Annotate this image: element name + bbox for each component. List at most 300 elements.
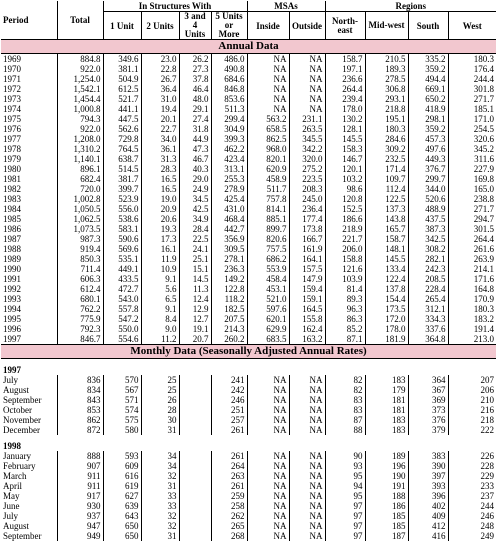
table-cell: 28.3 [141, 164, 179, 174]
table-cell: 27.4 [179, 114, 211, 124]
table-cell: 472.7 [103, 284, 141, 294]
table-cell: 627 [103, 491, 141, 501]
table-cell: 301.8 [448, 84, 496, 94]
table-cell: 12.4 [179, 294, 211, 304]
table-cell: 390 [408, 461, 448, 471]
table-cell: 792.3 [57, 324, 103, 334]
table-cell: 299.4 [211, 114, 247, 124]
table-cell: 161.9 [289, 244, 325, 254]
table-cell: 16.5 [141, 184, 179, 194]
table-cell: 538.6 [103, 214, 141, 224]
table-cell: 364 [408, 375, 448, 385]
table-cell: 449.3 [408, 154, 448, 164]
row-period: 1971 [1, 74, 57, 84]
table-cell: 251 [211, 405, 247, 415]
table-cell: 658.5 [247, 124, 289, 134]
table-cell: NA [289, 94, 325, 104]
table-row [1, 234, 496, 244]
table-cell: 14.5 [179, 274, 211, 284]
table-cell: 846.8 [211, 84, 247, 94]
table-cell: 96.3 [325, 304, 365, 314]
table-cell: NA [247, 461, 289, 471]
table-cell: 42.5 [179, 204, 211, 214]
table-cell: 574 [103, 405, 141, 415]
table-row [1, 461, 496, 471]
table-cell: NA [247, 395, 289, 405]
table-cell: 176.4 [448, 64, 496, 74]
table-cell: 356.9 [211, 234, 247, 244]
table-cell: 337.6 [408, 324, 448, 334]
table-cell: 794.3 [57, 114, 103, 124]
header-south: South [408, 12, 448, 40]
monthly-section [1, 345, 496, 541]
table-cell: 46.7 [179, 154, 211, 164]
table-cell: 1,000.8 [57, 104, 103, 114]
table-cell: 89.3 [325, 294, 365, 304]
table-cell: 638.7 [103, 154, 141, 164]
table-cell: 284.6 [365, 134, 408, 144]
table-cell: 26.2 [179, 54, 211, 65]
table-cell: 757.8 [247, 194, 289, 204]
table-cell: NA [289, 84, 325, 94]
table-cell: 20.7 [179, 334, 211, 345]
table-cell: 221.7 [325, 234, 365, 244]
table-cell: 29.0 [179, 174, 211, 184]
table-cell: 185.1 [448, 104, 496, 114]
table-cell: 109.7 [365, 174, 408, 184]
table-cell: 163.2 [289, 334, 325, 345]
header-msas: MSAs [247, 1, 325, 12]
table-cell: NA [289, 385, 325, 395]
table-cell: 312.1 [408, 304, 448, 314]
table-cell: 606.3 [57, 274, 103, 284]
table-cell: 264.4 [325, 84, 365, 94]
table-cell: 95 [325, 491, 365, 501]
table-cell: 1,310.2 [57, 144, 103, 154]
table-cell: NA [247, 425, 289, 435]
row-period: September [1, 395, 57, 405]
row-period: 1988 [1, 244, 57, 254]
row-period: 1985 [1, 214, 57, 224]
table-cell: NA [247, 481, 289, 491]
table-cell: NA [247, 471, 289, 481]
table-row [1, 425, 496, 435]
table-cell: 397 [408, 471, 448, 481]
table-cell: 299.7 [408, 174, 448, 184]
row-period: 1982 [1, 184, 57, 194]
table-cell: 535.1 [103, 254, 141, 264]
table-cell: 342.5 [408, 234, 448, 244]
table-cell: 488.9 [408, 204, 448, 214]
table-row [1, 451, 496, 461]
row-period: February [1, 461, 57, 471]
table-row [1, 375, 496, 385]
table-cell: NA [247, 511, 289, 521]
table-cell: 680.1 [57, 294, 103, 304]
row-period: March [1, 471, 57, 481]
table-cell: 409 [408, 511, 448, 521]
table-cell: 814.1 [247, 204, 289, 214]
table-cell: 261 [211, 425, 247, 435]
table-cell: NA [289, 521, 325, 531]
table-cell: 320.6 [448, 134, 496, 144]
table-row [1, 334, 496, 345]
table-cell: 236.3 [211, 264, 247, 274]
table-cell: 293.1 [365, 94, 408, 104]
table-cell: 616 [103, 471, 141, 481]
table-cell: 11.3 [179, 284, 211, 294]
table-cell: 32 [141, 471, 179, 481]
row-period: 1991 [1, 274, 57, 284]
table-cell: 425.4 [211, 194, 247, 204]
table-cell: 20.1 [141, 114, 179, 124]
table-cell: 130.2 [325, 114, 365, 124]
empty-cell [179, 451, 211, 461]
table-cell: 210.5 [365, 54, 408, 65]
row-period: 1972 [1, 84, 57, 94]
table-cell: 25.1 [179, 254, 211, 264]
table-cell: 34.0 [141, 134, 179, 144]
table-cell: 261 [211, 451, 247, 461]
table-cell: 236.6 [325, 74, 365, 84]
table-cell: 8.4 [141, 314, 179, 324]
table-cell: 580 [103, 425, 141, 435]
row-period: 1989 [1, 254, 57, 264]
table-cell: 764.5 [103, 144, 141, 154]
table-cell: 271.7 [448, 204, 496, 214]
table-cell: 553.9 [247, 264, 289, 274]
table-cell: 171.0 [448, 114, 496, 124]
table-cell: 16.5 [141, 174, 179, 184]
table-cell: 447.5 [103, 114, 141, 124]
table-cell: 222 [448, 425, 496, 435]
header-period: Period [1, 1, 57, 40]
table-cell: 12.7 [179, 314, 211, 324]
table-cell: 208.3 [289, 184, 325, 194]
table-cell: 164.1 [289, 254, 325, 264]
table-cell: 650 [103, 521, 141, 531]
table-cell: 31.8 [179, 124, 211, 134]
table-cell: 282.1 [408, 254, 448, 264]
row-period: July [1, 375, 57, 385]
table-cell: 342.2 [289, 144, 325, 154]
table-cell: 179 [365, 385, 408, 395]
table-cell: 208.5 [408, 274, 448, 284]
table-cell: 682.4 [57, 174, 103, 184]
table-cell: 228 [448, 461, 496, 471]
table-cell: 32 [141, 521, 179, 531]
header-outside: Outside [289, 12, 325, 40]
table-cell: 853.6 [211, 94, 247, 104]
table-cell: 1,140.1 [57, 154, 103, 164]
year-label: 1997 [1, 363, 496, 375]
table-cell: 158.8 [325, 254, 365, 264]
table-cell: 547.2 [103, 314, 141, 324]
table-cell: 922.0 [57, 124, 103, 134]
row-period: 1978 [1, 144, 57, 154]
table-row [1, 54, 496, 65]
table-cell: 301.5 [448, 224, 496, 234]
row-period: 1983 [1, 194, 57, 204]
table-cell: 244.4 [448, 74, 496, 84]
table-cell: 103.9 [325, 274, 365, 284]
table-cell: 543.0 [103, 294, 141, 304]
table-cell: 570 [103, 375, 141, 385]
table-cell: NA [289, 395, 325, 405]
table-cell: 20.9 [141, 204, 179, 214]
empty-cell [179, 501, 211, 511]
table-cell: 836 [57, 375, 103, 385]
row-period: 1987 [1, 234, 57, 244]
table-cell: 843 [57, 395, 103, 405]
table-cell: 171.6 [448, 274, 496, 284]
table-cell: 643 [103, 511, 141, 521]
table-row [1, 174, 496, 184]
table-cell: 521.0 [247, 294, 289, 304]
empty-cell [179, 425, 211, 435]
table-row [1, 395, 496, 405]
table-cell: 497.6 [408, 144, 448, 154]
table-cell: 612.5 [103, 84, 141, 94]
table-cell: 416 [408, 531, 448, 541]
table-cell: 17.3 [141, 234, 179, 244]
table-cell: 81.4 [325, 284, 365, 294]
table-cell: 376.7 [408, 164, 448, 174]
table-cell: 196 [365, 461, 408, 471]
table-cell: 23.0 [141, 54, 179, 65]
table-cell: 10.9 [141, 264, 179, 274]
table-cell: NA [247, 415, 289, 425]
row-period: 1990 [1, 264, 57, 274]
table-cell: NA [247, 54, 289, 65]
table-cell: 383 [408, 451, 448, 461]
table-cell: 47.3 [179, 144, 211, 154]
table-cell: 907 [57, 461, 103, 471]
table-cell: 320.0 [289, 154, 325, 164]
table-cell: 166.7 [289, 234, 325, 244]
table-cell: 306.8 [365, 84, 408, 94]
table-cell: 462.2 [211, 144, 247, 154]
table-cell: 183 [365, 375, 408, 385]
empty-cell [179, 385, 211, 395]
table-cell: NA [247, 84, 289, 94]
table-cell: 278.1 [211, 254, 247, 264]
table-row [1, 244, 496, 254]
table-cell: 19.3 [141, 224, 179, 234]
table-cell: NA [247, 74, 289, 84]
table-cell: 308.2 [408, 244, 448, 254]
table-cell: 261.6 [448, 244, 496, 254]
row-period: November [1, 415, 57, 425]
table-cell: 550.0 [103, 324, 141, 334]
table-cell: 265 [211, 521, 247, 531]
table-cell: 872 [57, 425, 103, 435]
table-cell: 88 [325, 425, 365, 435]
table-cell: 207 [448, 375, 496, 385]
table-cell: 238.8 [448, 194, 496, 204]
table-row [1, 154, 496, 164]
table-cell: 22.7 [141, 124, 179, 134]
table-cell: 137.3 [365, 204, 408, 214]
table-cell: 511.7 [247, 184, 289, 194]
table-row [1, 64, 496, 74]
table-cell: 911 [57, 481, 103, 491]
table-cell: 90 [325, 451, 365, 461]
table-cell: 349.6 [103, 54, 141, 65]
empty-cell [179, 521, 211, 531]
table-cell: 22.8 [141, 64, 179, 74]
table-cell: 155.8 [289, 314, 325, 324]
table-cell: 1,050.5 [57, 204, 103, 214]
table-cell: 86.3 [325, 314, 365, 324]
table-cell: 112.4 [365, 184, 408, 194]
year-label: 1998 [1, 439, 496, 451]
table-cell: 6.5 [141, 294, 179, 304]
table-cell: 44.9 [179, 134, 211, 144]
table-cell: 236.4 [289, 204, 325, 214]
table-cell: 309.5 [211, 244, 247, 254]
table-row [1, 74, 496, 84]
table-cell: 442.7 [211, 224, 247, 234]
table-cell: 188 [365, 491, 408, 501]
table-cell: 313.1 [211, 164, 247, 174]
row-period: 1981 [1, 174, 57, 184]
table-cell: 486.0 [211, 54, 247, 65]
table-cell: 94 [325, 481, 365, 491]
table-cell: 36.1 [141, 144, 179, 154]
table-row [1, 224, 496, 234]
table-row [1, 491, 496, 501]
table-row [1, 481, 496, 491]
table-cell: 263 [211, 471, 247, 481]
table-cell: 82 [325, 375, 365, 385]
table-cell: NA [247, 451, 289, 461]
table-cell: 245.0 [289, 194, 325, 204]
table-cell: 232.5 [365, 154, 408, 164]
table-cell: 949 [57, 531, 103, 541]
table-cell: 379 [408, 425, 448, 435]
table-cell: 159.4 [289, 284, 325, 294]
annual-data-title: Annual Data [1, 40, 496, 54]
table-row [1, 164, 496, 174]
table-cell: 520.6 [408, 194, 448, 204]
table-cell: 264 [211, 461, 247, 471]
table-cell: 30 [141, 415, 179, 425]
table-cell: 1,073.5 [57, 224, 103, 234]
table-cell: 181 [365, 395, 408, 405]
table-cell: 162.4 [289, 324, 325, 334]
table-cell: 29.1 [179, 104, 211, 114]
table-cell: 261 [211, 481, 247, 491]
table-row [1, 204, 496, 214]
table-row [1, 104, 496, 114]
table-cell: 254.5 [448, 124, 496, 134]
row-period: 1994 [1, 304, 57, 314]
row-period: October [1, 405, 57, 415]
row-period: 1979 [1, 154, 57, 164]
table-row [1, 94, 496, 104]
table-cell: NA [289, 451, 325, 461]
table-row [1, 184, 496, 194]
table-cell: 257 [211, 415, 247, 425]
table-cell: 309.2 [365, 144, 408, 154]
row-period: 1976 [1, 124, 57, 134]
table-cell: 711.4 [57, 264, 103, 274]
table-cell: 896.1 [57, 164, 103, 174]
table-cell: 562.6 [103, 124, 141, 134]
row-period: 1997 [1, 334, 57, 345]
row-period: 1975 [1, 114, 57, 124]
table-cell: 834 [57, 385, 103, 395]
table-cell: 171.4 [365, 164, 408, 174]
table-cell: 757.5 [247, 244, 289, 254]
table-cell: 345.5 [289, 134, 325, 144]
table-cell: 34 [141, 461, 179, 471]
table-cell: 278.5 [365, 74, 408, 84]
empty-cell [179, 405, 211, 415]
header-northeast: North-east [325, 12, 365, 40]
table-cell: 255.3 [211, 174, 247, 184]
table-cell: 244 [448, 501, 496, 511]
table-cell: 271.7 [448, 94, 496, 104]
table-row [1, 284, 496, 294]
table-cell: 187 [365, 531, 408, 541]
table-cell: 93 [325, 461, 365, 471]
table-cell: 899.7 [247, 224, 289, 234]
table-cell: 173.8 [289, 224, 325, 234]
table-cell: 186 [365, 501, 408, 511]
table-cell: 20.6 [141, 214, 179, 224]
table-row [1, 114, 496, 124]
table-cell: 143.8 [365, 214, 408, 224]
table-cell: 345.2 [448, 144, 496, 154]
table-cell: 137.8 [365, 284, 408, 294]
table-cell: 762.2 [57, 304, 103, 314]
table-row [1, 264, 496, 274]
year-label-row [1, 439, 496, 451]
row-period: June [1, 501, 57, 511]
table-cell: 504.9 [103, 74, 141, 84]
table-cell: 165.0 [448, 184, 496, 194]
table-cell: 9.1 [141, 304, 179, 314]
row-period: July [1, 511, 57, 521]
table-cell: 729.8 [103, 134, 141, 144]
table-cell: 32 [141, 511, 179, 521]
table-cell: 919.4 [57, 244, 103, 254]
annual-section [1, 40, 496, 345]
table-cell: 218.8 [365, 104, 408, 114]
table-cell: 182.5 [211, 304, 247, 314]
table-cell: 97 [325, 521, 365, 531]
table-cell: 683.5 [247, 334, 289, 345]
table-cell: 242.3 [408, 264, 448, 274]
table-cell: 237 [448, 491, 496, 501]
table-cell: 87.1 [325, 334, 365, 345]
table-cell: 278.9 [211, 184, 247, 194]
table-cell: 231.1 [289, 114, 325, 124]
table-cell: 48.0 [179, 94, 211, 104]
row-period: 1996 [1, 324, 57, 334]
table-row [1, 124, 496, 134]
table-cell: 195.1 [365, 114, 408, 124]
table-cell: 229 [448, 471, 496, 481]
table-cell: 334.3 [408, 314, 448, 324]
table-cell: 1,454.4 [57, 94, 103, 104]
table-cell: NA [289, 491, 325, 501]
table-cell: NA [289, 425, 325, 435]
row-period: 1970 [1, 64, 57, 74]
table-cell: 367 [408, 385, 448, 395]
